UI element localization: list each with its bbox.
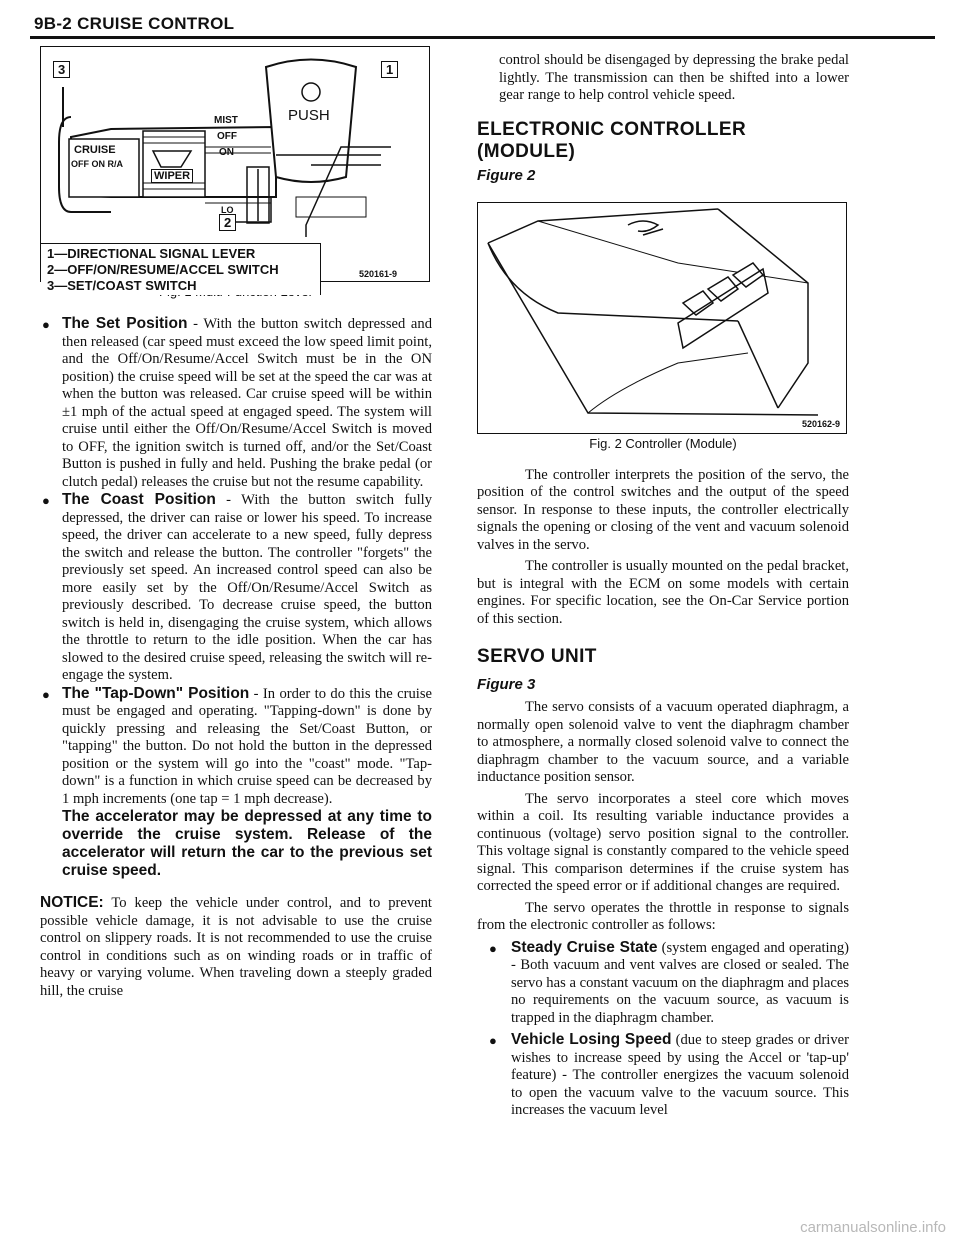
controller-module-drawing bbox=[478, 203, 848, 435]
left-column bbox=[40, 46, 432, 1000]
bullet-icon: ● bbox=[42, 493, 50, 508]
servo-paragraph-1: The servo consists of a vacuum operated diaphragm, a normally open solenoid valve to vent the diaphragm chamber to atmosphere, a normally closed solenoid valve to connect the diaphragm chamber to the vacuum source, and a variable inductance position sensor. bbox=[477, 699, 849, 785]
ecm-heading: ELECTRONIC CONTROLLER (MODULE) bbox=[477, 118, 747, 162]
figure1-code: 520161-9 bbox=[359, 269, 398, 279]
lo-label: LO bbox=[221, 205, 234, 215]
figure2-caption: Fig. 2 Controller (Module) bbox=[589, 435, 737, 451]
ecm-paragraph-2: The controller is usually mounted on the pedal bracket, but is integral with the ECM on some models with certain engines. For specific location, see the On-Car Service portion of this section. bbox=[477, 558, 849, 627]
ecm-paragraph-1: The controller interprets the position of the servo, the position of the control switches and the output of the speed sensor. In response to these inputs, the controller electrically signals the opening or closing of the vent and vacuum solenoid valves in the servo. bbox=[477, 466, 849, 553]
servo-paragraph-2: The servo incorporates a steel core which moves within a coil. Its resulting variable inductance provides a continuous (voltage) servo position signal to the controller. This voltage signal is constantly compared to the vehicle speed signal. This comparison determines if the cruise system has corrected the speed error or if additional changes are required. bbox=[477, 790, 849, 894]
servo-paragraph-3: The servo operates the throttle in response to signals from the electronic controller as follows: bbox=[477, 899, 849, 933]
coast-position-item: ● The Coast Position - With the button switch fully depressed, the driver can raise or lower his speed. To increase speed, the driver can accelerate to a new speed, fully depress the switch and release the button. The controller "forgets" the previously set speed. An increased control speed can also be more easily set by the Off/On/Resume/Accel Switch as previously described. To decrease cruise speed, the button switch is held in, disengaging the cruise system, which allows the throttle to return to the idle position. When the car has slowed to the desired cruise speed, releasing the switch will re-engage the system. bbox=[42, 491, 432, 683]
tap-down-item: ● The "Tap-Down" Position - In order to do this the cruise must be engaged and operating. "Tapping-down" is done by quickly pressing and releasing the Set/Coast Button, or "tapping" the button. Do not hold the button in the depressed position or the system will go into the "coast" mode. "Tap-down" is a function in which cruise speed can be decreased by 1 mph increments (one tap = 1 mph decrease). bbox=[42, 684, 432, 807]
figure2-reference: Figure 2 bbox=[477, 166, 536, 184]
bullet-icon: ● bbox=[42, 317, 50, 332]
accelerator-warning: The accelerator may be depressed at any time to override the cruise system. Release of the accelerator will return the car to the previous set cruise speed. bbox=[62, 808, 432, 879]
steady-cruise-item: ● Steady Cruise State (system engaged and operating) - Both vacuum and vent valves are closed or sealed. The servo has a constant vacuum on the diaphragm and places no requirements on the vacuum source, as vacuum is trapped in the diaphragm chamber. bbox=[489, 938, 850, 1026]
figure-multi-function-lever bbox=[40, 46, 430, 293]
callout-2: 2 bbox=[219, 214, 236, 231]
on-label: ON bbox=[219, 147, 234, 158]
page-header bbox=[30, 12, 935, 39]
figure-controller-module bbox=[477, 202, 847, 434]
callout-3: 3 bbox=[53, 61, 70, 78]
figure2-code: 520162-9 bbox=[801, 418, 840, 429]
bullet-icon: ● bbox=[42, 686, 50, 702]
losing-speed-item: ● Vehicle Losing Speed (due to steep grades or driver wishes to increase speed by using the Accel or 'tap-up' feature) - The controller energizes the vacuum solenoid to open the vacuum valve to the vacuum source. This increases the vacuum level bbox=[489, 1031, 849, 1118]
set-position-item: ● The Set Position - With the button switch depressed and then released (car speed must exceed the low speed limit point, and the Off/On/Resume/Accel Switch must be in the ON position) the cruise speed will be set at the speed the car was at when the button was released. Car cruise speed will be within ±1 mph of the actual speed at engaged speed. The system will cruise until either the Off/On/Resume/Accel Switch is moved to OFF, the ignition switch is turned off, and/or the Set/Coast Button is pushed in fully and held. Pushing the brake pedal (or clutch pedal) releases the cruise but not the resume capability. bbox=[42, 315, 432, 490]
notice-label: NOTICE: bbox=[40, 894, 104, 911]
mist-label: MIST bbox=[214, 115, 238, 126]
off-on-ra-label: OFF ON R/A bbox=[71, 159, 123, 169]
bullet-icon: ● bbox=[489, 1033, 497, 1048]
brake-continuation: control should be disengaged by depressing the brake pedal lightly. The transmission can then be shifted into a lower gear range to help control vehicle speed. bbox=[499, 52, 849, 103]
watermark: carmanualsonline.info bbox=[800, 1219, 946, 1236]
right-column bbox=[477, 52, 849, 1120]
cruise-label: CRUISE bbox=[74, 144, 116, 156]
figure1-legend bbox=[41, 243, 321, 295]
bullet-icon: ● bbox=[489, 940, 497, 956]
callout-1: 1 bbox=[381, 61, 398, 78]
servo-heading: SERVO UNIT bbox=[477, 646, 597, 667]
wiper-label: WIPER bbox=[151, 169, 193, 183]
page-title: 9B-2 CRUISE CONTROL bbox=[34, 14, 235, 33]
notice-paragraph: NOTICE: To keep the vehicle under control, and to prevent possible vehicle damage, it is not advisable to use the cruise control on slippery roads. It is not recommended to use the cruise control in conditions such as on winding roads or in traffic of heavy or varying volume. When traveling down a steeply graded hill, the cruise bbox=[40, 894, 432, 999]
push-label: PUSH bbox=[288, 107, 330, 124]
legend-item: 3—SET/COAST SWITCH bbox=[47, 278, 197, 293]
legend-item: 1—DIRECTIONAL SIGNAL LEVER bbox=[47, 246, 256, 261]
off-label: OFF bbox=[217, 131, 237, 142]
figure3-reference: Figure 3 bbox=[477, 676, 536, 693]
legend-item: 2—OFF/ON/RESUME/ACCEL SWITCH bbox=[47, 262, 279, 277]
